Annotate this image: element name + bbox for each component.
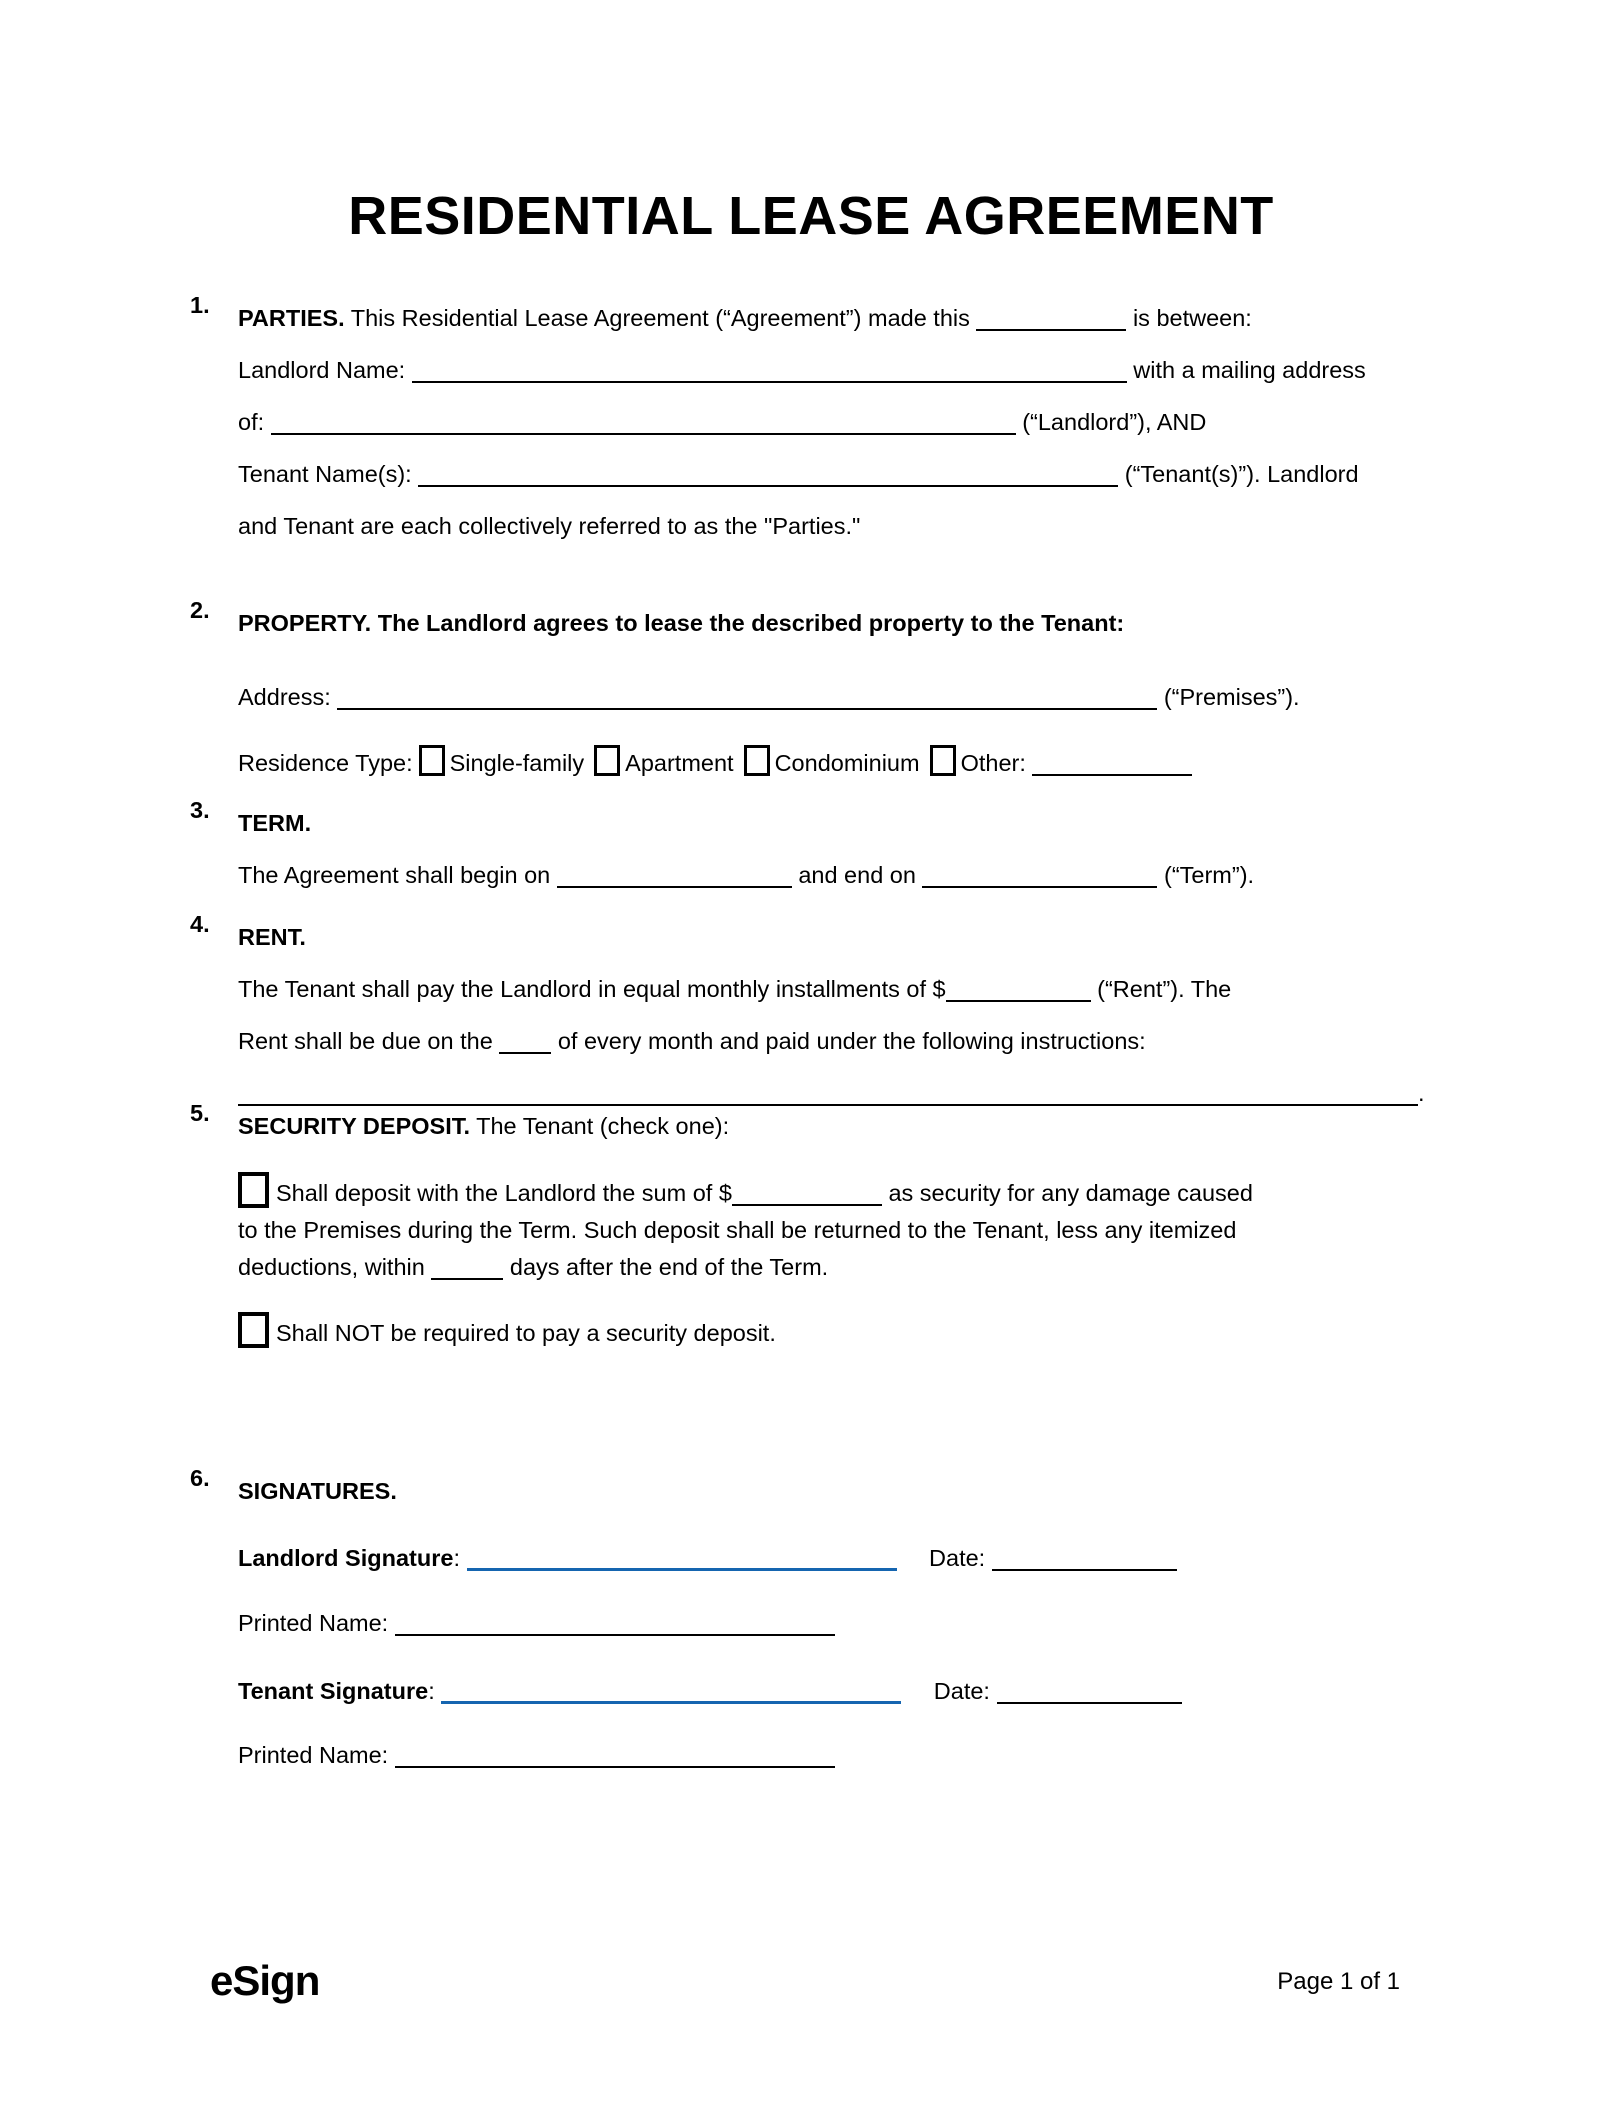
deposit-option2-text: Shall NOT be required to pay a security deposit. bbox=[276, 1320, 776, 1346]
section-signatures bbox=[190, 1465, 1432, 1781]
security-heading-rest: The Tenant (check one): bbox=[476, 1113, 730, 1139]
term-line-end-text: (“Term”). bbox=[1164, 862, 1255, 888]
tenant-name-blank[interactable] bbox=[418, 463, 1118, 487]
parties-intro-end-text: is between: bbox=[1132, 305, 1252, 331]
page-indicator: Page 1 of 1 bbox=[1277, 1968, 1400, 1995]
label-colon: : bbox=[428, 1678, 435, 1704]
section-number: 3. bbox=[190, 797, 210, 823]
deposit-option1-line2-text: to the Premises during the Term. Such deposit shall be returned to the Tenant, less any itemized bbox=[238, 1217, 1237, 1243]
section-heading: PARTIES. bbox=[238, 305, 345, 331]
no-deposit-option bbox=[238, 1312, 1432, 1352]
deposit-required-option bbox=[238, 1172, 1432, 1286]
residence-other-label: Other: bbox=[960, 750, 1026, 776]
landlord-name-blank[interactable] bbox=[412, 359, 1127, 383]
section-rent bbox=[190, 911, 1432, 1119]
landlord-printed-name-label: Printed Name: bbox=[238, 1610, 389, 1636]
residence-option-label: Condominium bbox=[774, 750, 920, 776]
residence-option-label: Single-family bbox=[449, 750, 585, 776]
section-property bbox=[190, 597, 1432, 789]
rent-due-day-blank[interactable] bbox=[499, 1030, 551, 1054]
page-title: RESIDENTIAL LEASE AGREEMENT bbox=[348, 186, 1274, 246]
deposit-option1-line1-text: Shall deposit with the Landlord the sum of $ bbox=[276, 1180, 732, 1206]
residence-other-blank[interactable] bbox=[1032, 752, 1192, 776]
term-end-date-blank[interactable] bbox=[922, 864, 1157, 888]
section-number: 5. bbox=[190, 1100, 210, 1126]
term-line-mid-text: and end on bbox=[798, 862, 916, 888]
deposit-return-days-blank[interactable] bbox=[431, 1256, 503, 1280]
section-security-deposit bbox=[190, 1100, 1432, 1352]
section-number: 6. bbox=[190, 1465, 210, 1491]
deposit-required-checkbox[interactable] bbox=[238, 1172, 269, 1208]
landlord-name-label: Landlord Name: bbox=[238, 357, 406, 383]
section-heading: PROPERTY. bbox=[238, 610, 372, 636]
tenant-signature-label: Tenant Signature bbox=[238, 1678, 429, 1704]
residence-single-family-checkbox[interactable] bbox=[419, 745, 445, 776]
landlord-date-blank[interactable] bbox=[992, 1547, 1177, 1571]
section-heading: TERM. bbox=[238, 810, 312, 836]
tenant-name-label: Tenant Name(s): bbox=[238, 461, 412, 487]
deposit-option1-line3-text: deductions, within bbox=[238, 1254, 425, 1280]
residence-condominium-checkbox[interactable] bbox=[744, 745, 770, 776]
tenant-name-end-text: (“Tenant(s)”). Landlord bbox=[1124, 461, 1359, 487]
landlord-address-blank[interactable] bbox=[271, 411, 1016, 435]
landlord-signature-label: Landlord Signature bbox=[238, 1545, 454, 1571]
rent-amount-blank[interactable] bbox=[946, 978, 1091, 1002]
no-deposit-checkbox[interactable] bbox=[238, 1312, 269, 1348]
landlord-address-label: of: bbox=[238, 409, 265, 435]
residence-type-label: Residence Type: bbox=[238, 750, 413, 776]
term-start-date-blank[interactable] bbox=[557, 864, 792, 888]
landlord-printed-name-blank[interactable] bbox=[395, 1612, 835, 1636]
landlord-name-end-text: with a mailing address bbox=[1133, 357, 1366, 383]
section-term bbox=[190, 797, 1432, 901]
section-number: 1. bbox=[190, 292, 210, 318]
landlord-date-label: Date: bbox=[929, 1545, 986, 1571]
deposit-amount-blank[interactable] bbox=[732, 1182, 882, 1206]
tenant-date-label: Date: bbox=[933, 1678, 990, 1704]
section-number: 2. bbox=[190, 597, 210, 623]
residence-option-label: Apartment bbox=[625, 750, 734, 776]
premises-address-end-text: (“Premises”). bbox=[1163, 684, 1300, 710]
esign-logo: eSign bbox=[210, 1957, 320, 2004]
section-parties bbox=[190, 292, 1432, 552]
tenant-printed-name-label: Printed Name: bbox=[238, 1742, 389, 1768]
rent-line1-start-text: The Tenant shall pay the Landlord in equal monthly installments of $ bbox=[238, 976, 946, 1002]
section-heading: RENT. bbox=[238, 924, 306, 950]
rent-line1-end-text: (“Rent”). The bbox=[1097, 976, 1232, 1002]
section-number: 4. bbox=[190, 911, 210, 937]
document-content bbox=[190, 0, 1432, 2112]
premises-address-label: Address: bbox=[238, 684, 331, 710]
property-heading-rest: The Landlord agrees to lease the described property to the Tenant: bbox=[377, 610, 1125, 636]
term-line-start-text: The Agreement shall begin on bbox=[238, 862, 551, 888]
premises-address-blank[interactable] bbox=[337, 686, 1157, 710]
parties-outro-text: and Tenant are each collectively referred to as the "Parties." bbox=[238, 513, 861, 539]
agreement-date-blank[interactable] bbox=[976, 307, 1126, 331]
tenant-date-blank[interactable] bbox=[997, 1680, 1182, 1704]
section-heading: SECURITY DEPOSIT. bbox=[238, 1113, 471, 1139]
deposit-option1-line1-end-text: as security for any damage caused bbox=[888, 1180, 1253, 1206]
tenant-printed-name-blank[interactable] bbox=[395, 1744, 835, 1768]
rent-line2-start-text: Rent shall be due on the bbox=[238, 1028, 493, 1054]
section-heading: SIGNATURES. bbox=[238, 1478, 397, 1504]
label-colon: : bbox=[453, 1545, 460, 1571]
parties-intro-text: This Residential Lease Agreement (“Agreement”) made this bbox=[350, 305, 970, 331]
residence-apartment-checkbox[interactable] bbox=[594, 745, 620, 776]
tenant-signature-line[interactable] bbox=[441, 1679, 901, 1704]
rent-line3-end-text: . bbox=[1418, 1080, 1425, 1106]
deposit-option1-line3-end-text: days after the end of the Term. bbox=[509, 1254, 829, 1280]
residence-other-checkbox[interactable] bbox=[930, 745, 956, 776]
rent-line2-end-text: of every month and paid under the following instructions: bbox=[557, 1028, 1146, 1054]
landlord-signature-line[interactable] bbox=[467, 1546, 897, 1571]
landlord-address-end-text: (“Landlord”), AND bbox=[1022, 409, 1207, 435]
